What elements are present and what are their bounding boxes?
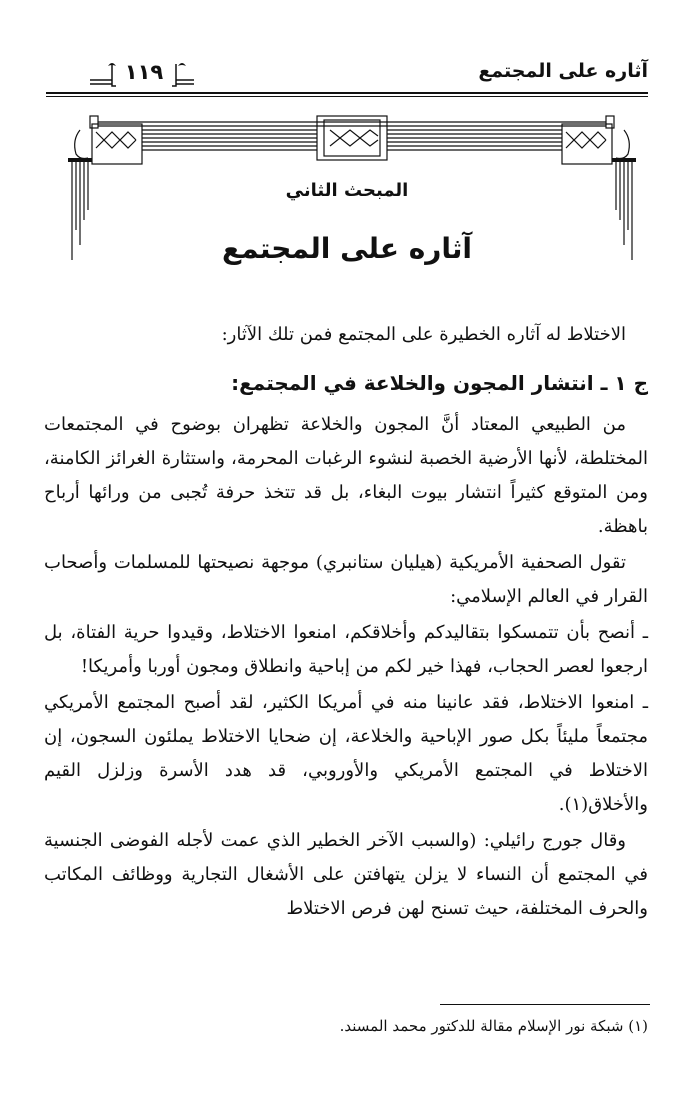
paragraph: تقول الصحفية الأمريكية (هيليان ستانبري) موجهة نصيحتها للمسلمات وأصحاب القرار في العالم الإسلامي:	[44, 552, 648, 607]
footnote: (١) شبكة نور الإسلام مقالة للدكتور محمد المسند.	[339, 1017, 648, 1035]
paragraph: من الطبيعي المعتاد أنَّ المجون والخلاعة تظهران بوضوح في المجتمعات المختلطة، لأنها الأرضية الخصبة لنشوء الرغبات المحرمة، واستثارة الغرائز الكامنة، ومن المتوقع كثيراً انتشار بيوت البغاء، بل قد تتخذ حرفة تُجبى من ورائها أرباح باهظة.	[44, 414, 648, 537]
section-label: المبحث الثاني	[285, 180, 409, 201]
paragraph: وقال جورج رائيلي: (والسبب الآخر الخطير الذي عمت لأجله الفوضى الجنسية في المجتمع أن النساء لا يزلن يتهافتن على الأشغال التجارية ووظائف المكاتب والحرف المختلفة، حيث تسنح لهن فرص الاختلاط	[44, 830, 648, 919]
footnote-rule	[440, 1004, 650, 1005]
subheading-text: ج ١ ـ انتشار المجون والخلاعة في المجتمع:	[231, 371, 648, 395]
header-rule	[46, 92, 648, 97]
section-title: آثاره على المجتمع	[221, 232, 473, 265]
page-number: ١١٩	[124, 60, 164, 84]
subheading	[44, 366, 648, 400]
running-title: آثاره على المجتمع	[478, 60, 648, 82]
running-header	[46, 56, 648, 96]
paragraph: الاختلاط له آثاره الخطيرة على المجتمع فمن تلك الآثار:	[221, 324, 626, 345]
body-paragraphs	[44, 408, 648, 926]
page-number-ornament	[90, 58, 194, 86]
intro-paragraph	[44, 318, 648, 352]
paragraph: ـ امنعوا الاختلاط، فقد عانينا منه في أمريكا الكثير، لقد أصبح المجتمع الأمريكي مجتمعاً مليئاً بكل صور الإباحية والخلاعة، إن ضحايا الاختلاط يملئون السجون، إن الاختلاط في المجتمع الأمريكي والأوروبي، قد هدد الأسرة وزلزل القيم والأخلاق(١).	[44, 692, 648, 815]
paragraph: ـ أنصح بأن تتمسكوا بتقاليدكم وأخلاقكم، امنعوا الاختلاط، وقيدوا حرية الفتاة، بل ارجعوا لعصر الحجاب، فهذا خير لكم من إباحية وانطلاق ومجون أوربا وأمريكا!	[44, 622, 648, 677]
